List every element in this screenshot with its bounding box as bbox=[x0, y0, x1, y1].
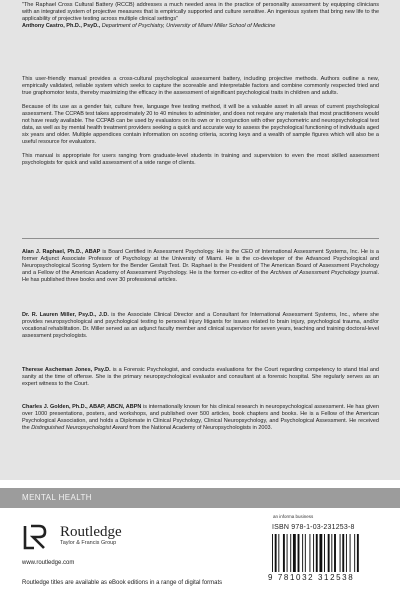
barcode-bar bbox=[290, 534, 291, 572]
barcode-bar bbox=[350, 534, 351, 572]
author-name: Dr. R. Lauren Miller, Psy.D., J.D. bbox=[22, 312, 109, 318]
barcode-bar bbox=[298, 534, 300, 572]
subject-band bbox=[0, 488, 400, 508]
blurb-paragraph-2: Because of its use as a gender fair, culture free, language free testing method, it will be a valuable asset in all areas of current psychological assessment. The CCPAB test takes approximately 20 to 40 minutes to administer, and does not require any materials that most practitioners would not have ready available. The CCPAB can be used by evaluators on its own or in conjunction with other psychometric and neuropsychological test data, as well as by mental health treatment providers seeking a quick and accurate way to assess the psychological functioning of individuals aged six years and older. Multiple appendices contain information on scoring criteria, scoring keys and a wealth of sample figures which will also be a useful resource for evaluators. bbox=[22, 104, 379, 145]
barcode-bar bbox=[328, 534, 330, 572]
barcode-icon bbox=[270, 534, 380, 572]
barcode-bar bbox=[342, 534, 344, 572]
barcode-number: 9 781032 312538 bbox=[268, 573, 355, 582]
author-bio-golden bbox=[22, 404, 379, 432]
barcode-bar bbox=[305, 534, 306, 572]
endorsement bbox=[22, 2, 379, 30]
award-title: Distinguished Neuropsychologist Award bbox=[31, 425, 128, 431]
barcode-bar bbox=[334, 534, 336, 572]
routledge-logo-icon bbox=[20, 520, 50, 554]
author-name: Alan J. Raphael, Ph.D., ABAP bbox=[22, 249, 101, 255]
author-name: Therese Ascheman Jones, Psy.D. bbox=[22, 367, 111, 373]
author-name: Charles J. Golden, Ph.D., ABAP, ABCN, ABPN bbox=[22, 404, 142, 410]
author-bio-jones bbox=[22, 367, 379, 388]
endorsement-quote: "The Raphael Cross Cultural Battery (RCCB) addresses a much needed area in the practice of personality assessment by equipping clinicians with an integrated system of projective measures that is empirically supported and culture sensitive. An ingenious system that bring new life to the applicability of projective testing across multiple clinical settings" bbox=[22, 2, 379, 22]
barcode-bar bbox=[331, 534, 332, 572]
barcode-bar bbox=[272, 534, 273, 572]
blurb bbox=[22, 76, 379, 167]
ebook-note: Routledge titles are available as eBook editions in a range of digital formats bbox=[22, 580, 223, 586]
author-bio-text: journal. He has published three books and over 30 professional articles. bbox=[22, 270, 379, 283]
barcode-bar bbox=[354, 534, 355, 572]
endorsement-affiliation: Department of Psychiatry, University of Miami Miller School of Medicine bbox=[101, 23, 276, 29]
barcode-bar bbox=[324, 534, 325, 572]
imprint-label: an informa business bbox=[273, 514, 314, 519]
barcode-bar bbox=[313, 534, 314, 572]
author-bio-text: is a Forensic Psychologist, and conducts evaluations for the Court regarding competency to stand trial and sanity at the time of offense. She is the primary neuropsychological evaluator and consultant at a forensic hospital. She regularly serves as an expert witness to the Court. bbox=[22, 367, 379, 387]
publisher-tagline: Taylor & Francis Group bbox=[60, 540, 117, 546]
isbn-label: ISBN 978-1-03-231253-8 bbox=[272, 524, 355, 531]
endorsement-author: Anthony Castro, Ph.D., PsyD., bbox=[22, 23, 101, 29]
barcode-bar bbox=[287, 534, 288, 572]
author-bio-text: is Board Certified in Assessment Psychology. He is the CEO of International Assessment Systems, Inc. He is a former Adjunct Associate Professor of Psychology at the University of Miami. He is the co-developer of the Advanced Psychological and Neuropsychological Scoring System for the Bender Gestalt Test. Dr. Raphael is the President of The American Board of Assessment Psychology and a Fellow of the American Academy of Assessment Psychology. He is the former co-editor of the bbox=[22, 249, 379, 276]
author-bio-text: from the National Academy of Neuropsychologists in 2003. bbox=[127, 425, 273, 431]
divider bbox=[22, 238, 379, 239]
barcode-bar bbox=[293, 534, 296, 572]
barcode-bar bbox=[278, 534, 279, 572]
author-bio-raphael bbox=[22, 249, 379, 284]
barcode-bar bbox=[357, 534, 359, 572]
author-bio-text: is internationally known for his clinical research in neuropsychological assessment. He has given over 1000 presentations, posters, and workshops, and published over 500 articles, book chapters and books. He is a Fellow of the American Psychological Association, and holds a Diplomate in Clinical Psychology, Clinical Neuropsychology, and Psychological Assessment. He received the bbox=[22, 404, 380, 431]
subject-label: MENTAL HEALTH bbox=[22, 493, 92, 502]
journal-title: Archives of Assessment Psychology bbox=[270, 270, 360, 276]
barcode-bar bbox=[275, 534, 277, 572]
blurb-paragraph-3: This manual is appropriate for users ranging from graduate-level students in training and supervision to even the most skilled assessment psychologists for quick and valid assessment of a wide range of clients. bbox=[22, 153, 379, 166]
blurb-paragraph-1: This user-friendly manual provides a cross-cultural psychological assessment battery, including projective methods. Authors outline a new, empirically validated, reliable system which seeks to capture the scoreable and interpretable factors and combine commonly respected tried and true graphomotor tests, thereby maximizing the efficacy in the assessment of significant psychological traits in children and adults. bbox=[22, 76, 379, 96]
barcode-bar bbox=[316, 534, 318, 572]
barcode-bar bbox=[283, 534, 285, 572]
author-bio-text: is the Associate Clinical Director and a Consultant for International Assessment Systems, Inc., where she provides neuropsychological and psychological testing to personal injury litigants for issues related to brain injury, psychological trauma, and/or vocational rehabilitation. Dr. Miller served as an adjunct faculty member and clinical supervisor for seven years, teaching and training doctoral-level assessment psychologists. bbox=[22, 312, 379, 339]
publisher-name: Routledge bbox=[60, 524, 122, 540]
publisher-website[interactable]: www.routledge.com bbox=[22, 560, 75, 566]
barcode-bar bbox=[319, 534, 322, 572]
barcode-bar bbox=[340, 534, 341, 572]
barcode-bar bbox=[302, 534, 303, 572]
barcode-bar bbox=[346, 534, 347, 572]
author-bio-miller bbox=[22, 312, 379, 340]
barcode-bar bbox=[309, 534, 310, 572]
